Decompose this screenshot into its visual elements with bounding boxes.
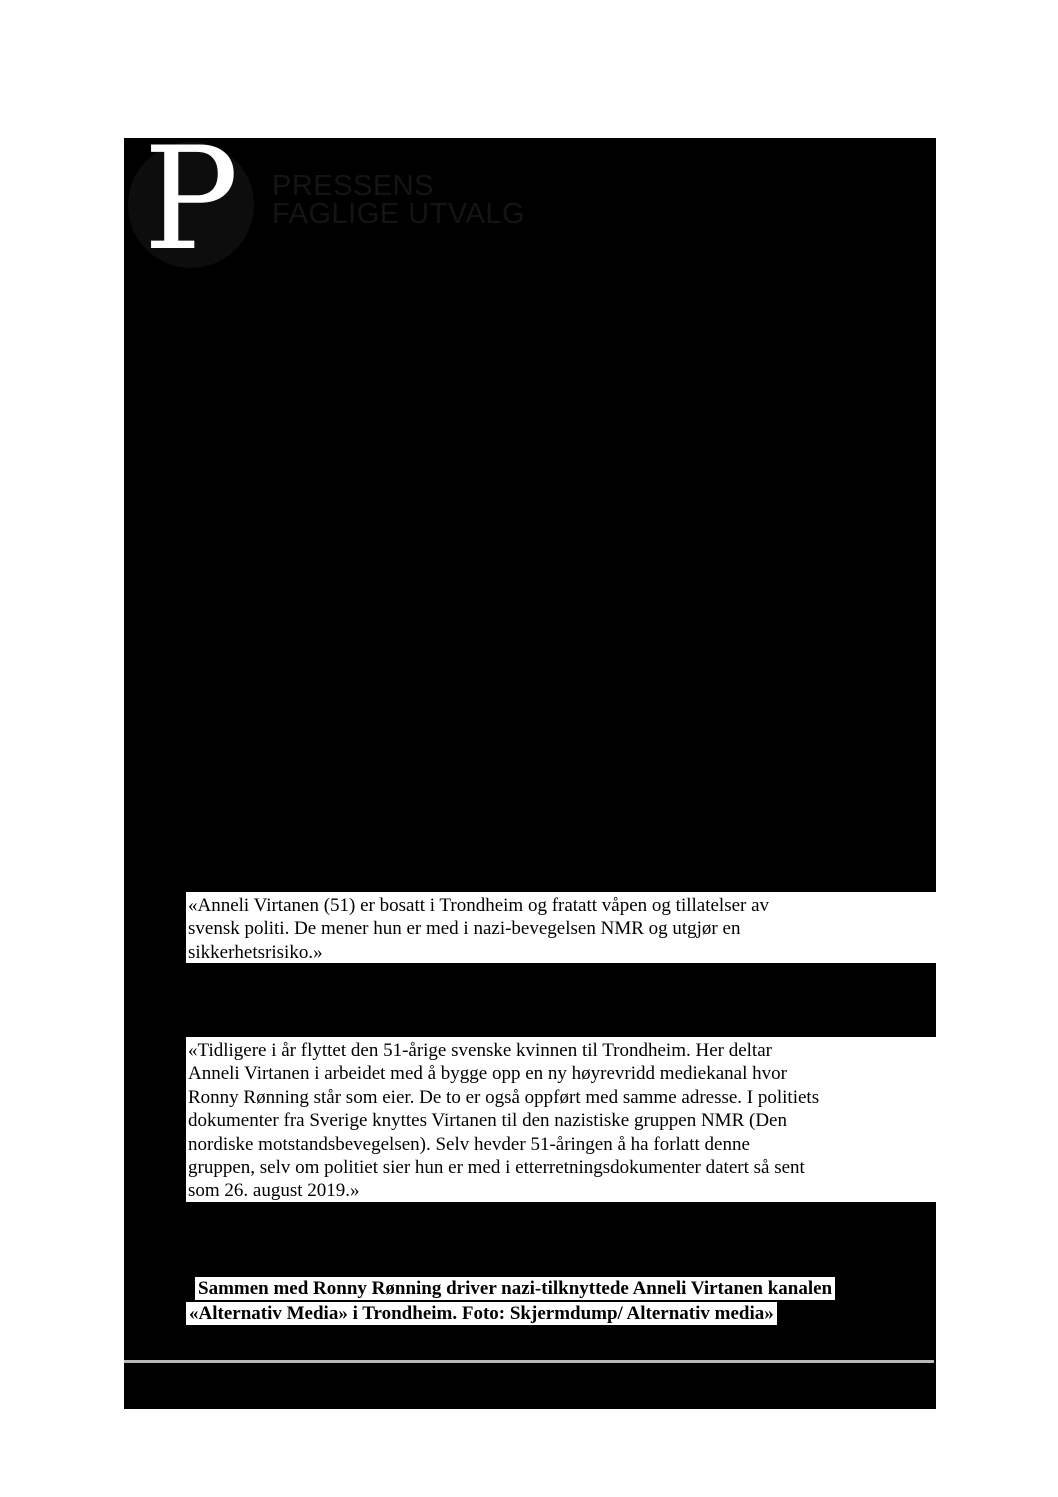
quote-2-line: nordiske motstandsbevegelsen). Selv hevder 51-åringen å ha forlatt denne: [188, 1133, 750, 1155]
logo-line-2: FAGLIGE UTVALG: [272, 198, 526, 230]
redacted-content-block: [124, 138, 936, 1409]
quote-1-line: «Anneli Virtanen (51) er bosatt i Trondheim og fratatt våpen og tillatelser av: [188, 895, 770, 916]
logo-p-icon: P: [143, 117, 239, 282]
quote-2-line: «Tidligere i år flyttet den 51-årige svenske kvinnen til Trondheim. Her deltar: [188, 1040, 772, 1061]
quote-2-line: dokumenter fra Sverige knyttes Virtanen til den nazistiske gruppen NMR (Den: [188, 1110, 787, 1132]
logo-wordmark: [272, 172, 525, 228]
quote-1-line: svensk politi. De mener hun er med i nazi-bevegelsen NMR og utgjør en: [188, 918, 741, 940]
photo-caption-line-2: «Alternativ Media» i Trondheim. Foto: Skjermdump/ Alternativ media»: [186, 1302, 777, 1325]
photo-caption-line-1: Sammen med Ronny Rønning driver nazi-tilknyttede Anneli Virtanen kanalen: [195, 1277, 835, 1300]
quote-2-line: gruppen, selv om politiet sier hun er med i etterretningsdokumenter datert så sent: [188, 1157, 805, 1179]
quote-block-2: [186, 1037, 936, 1202]
quote-2-line: Ronny Rønning står som eier. De to er også oppført med samme adresse. I politiets: [188, 1086, 820, 1108]
quote-1-line: sikkerhetsrisiko.»: [188, 941, 323, 963]
quote-2-line: Anneli Virtanen i arbeidet med å bygge opp en ny høyrevridd mediekanal hvor: [188, 1063, 787, 1085]
quote-block-1: [186, 892, 936, 963]
divider: [124, 1360, 934, 1363]
logo-line-1: PRESSENS: [272, 170, 434, 202]
quote-2-line: som 26. august 2019.»: [188, 1180, 360, 1202]
